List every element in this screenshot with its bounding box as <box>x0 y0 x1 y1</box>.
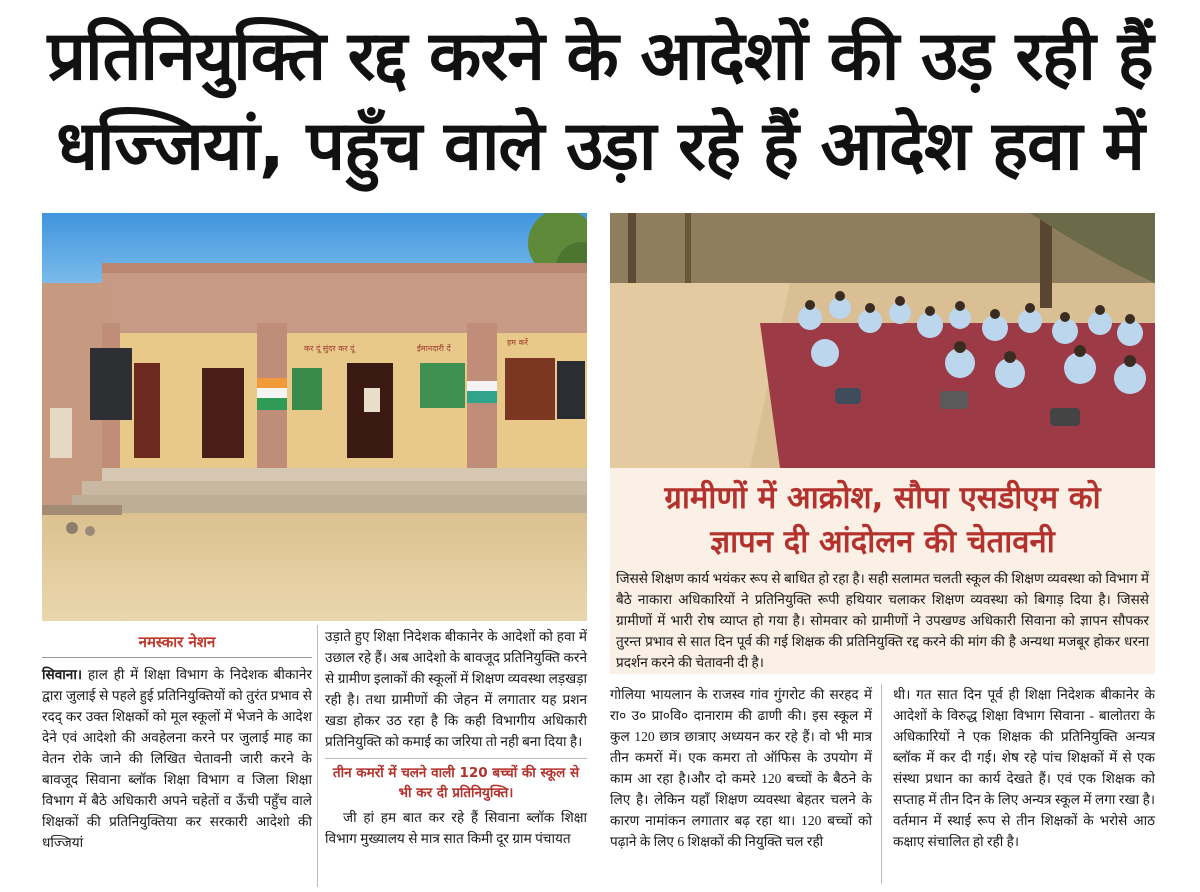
subheadline-line-1: ग्रामीणों में आक्रोश, सौपा एसडीएम को <box>664 480 1101 516</box>
article-column-4: थी। गत सात दिन पूर्व ही शिक्षा निदेशक बीकानेर के आदेशों के विरुद्ध शिक्षा विभाग सिवाना - बालोतरा के अधिकारियों ने एक शिक्षक की प्रतिनियुक्ति अन्यत्र ब्लॉक में कर दी गई। शेष रहे पांच शिक्षकों में से एक संस्था प्रधान का कार्य देखते हैं। एवं एक शिक्षक को सप्ताह में तीन दिन के लिए अन्यत्र स्कूल में लगा रखा है। वर्तमान में स्थाई रूप से तीन शिक्षकों के भरोसे आठ कक्षाए संचालित हो रही है। <box>893 687 1155 849</box>
wall-text-3: हम करें <box>507 338 528 347</box>
article-column-2 <box>325 626 587 849</box>
highlight-paragraph: जिससे शिक्षण कार्य भयंकर रूप से बाधित हो रहा है। सही सलामत चलती स्कूल की शिक्षण व्यवस्था को विभाग में बैठे नाकारा अधिकारियों ने प्रतिनियुक्ति रूपी हथियार चलाकर शिक्षण व्यवस्था को बिगाड़ दिया है। जिससे ग्रामीणों में भारी रोष व्याप्त हो गया है। सोमवार को ग्रामीणों ने उपखण्ड अधिकारी सिवाना को ज्ञापन सौपकर तुरन्त प्रभाव से सात दिन पूर्व की गई शिक्षक की प्रतिनियुक्ति रद्द करने की मांग की है अन्यथा मजबूर होकर धरना प्रदर्शन करने की चेतावनी दी है। <box>610 566 1155 674</box>
article-column-3: गोलिया भायलान के राजस्व गांव गुंगरोट की सरहद में रा० उ० प्रा०वि० दानाराम की ढाणी की। इस स्कूल में कुल 120 छात्र छात्राए अध्ययन कर रहे हैं। वो भी मात्र तीन कमरों में। एक कमरा तो ऑफिस के उपयोग में काम आ रहा है।और दो कमरे 120 बच्चों के बैठने के लिए है। लेकिन यहाँ शिक्षण व्यवस्था बेहतर चलने के कारण नामांकन लगातार बढ़ रहा था। 120 बच्चों को पढ़ाने के लिए 6 शिक्षकों की नियुक्ति चल रही <box>610 687 872 849</box>
column-rule <box>881 684 882 884</box>
dateline: सिवाना। <box>42 667 83 682</box>
column-rule <box>317 625 318 887</box>
wall-text-2: ईमानदारी दें <box>417 344 451 353</box>
subheadline-box <box>610 468 1155 566</box>
subheadline-line-2: ज्ञापन दी आंदोलन की चेतावनी <box>710 524 1055 560</box>
byline: नमस्कार नेशन <box>42 632 312 658</box>
column-2-text: उड़ाते हुए शिक्षा निदेशक बीकानेर के आदेशों को हवा में उछाल रहे हैं। अब आदेशो के बावजूद प्रतिनियुक्ति करने से ग्रामीण इलाकों की स्कूलों में शिक्षण व्यवस्था लड़खड़ा रही है। तथा ग्रामीणों की जेहन में लगातार यह प्रशन खडा होकर उठ रहा है कि कही विभागीय अधिकारी प्रतिनियुक्ति को कमाई का जरिया तो नही बना दिया है। <box>325 629 587 749</box>
outdoor-class-photo <box>610 213 1155 468</box>
school-building-photo <box>42 213 587 621</box>
headline <box>0 0 1200 205</box>
headline-line-2: धज्जियां, पहुँच वाले उड़ा रहे हैं आदेश हवा में <box>56 107 1144 186</box>
wall-text-1: कर दूं सुंदर कर दूं <box>304 344 355 353</box>
column-1-text: हाल ही में शिक्षा विभाग के निदेशक बीकानेर द्वारा जुलाई से पहले हुई प्रतिनियुक्तियों को तुरंत प्रभाव से रदद् कर उक्त शिक्षकों को मूल स्कूलों में भेजने के आदेश देने एवं आदेशो की अवहेलना करने पर जुलाई माह का वेतन रोके जाने की लिखित चेतावनी जारी करने के बावजूद सिवाना ब्लॉक शिक्षा विभाग व जिला शिक्षा विभाग में बैठे अधिकारी अपने चहेतों व ऊँची पहुँच वाले शिक्षकों की प्रतिनियुक्तिया कर सरकारी आदेशो की धज्जियां <box>42 667 312 850</box>
headline-line-1: प्रतिनियुक्ति रद्द करने के आदेशों की उड़ रही हैं <box>47 17 1153 96</box>
column-2-text-b: जी हां हम बात कर रहे हैं सिवाना ब्लॉक शिक्षा विभाग मुख्यालय से मात्र सात किमी दूर ग्राम पंचायत <box>325 810 587 846</box>
callout-headline: तीन कमरों में चलने वाली 120 बच्चों की स्कूल से भी कर दी प्रतिनियुक्ति। <box>325 758 587 803</box>
article-column-1 <box>42 632 312 853</box>
